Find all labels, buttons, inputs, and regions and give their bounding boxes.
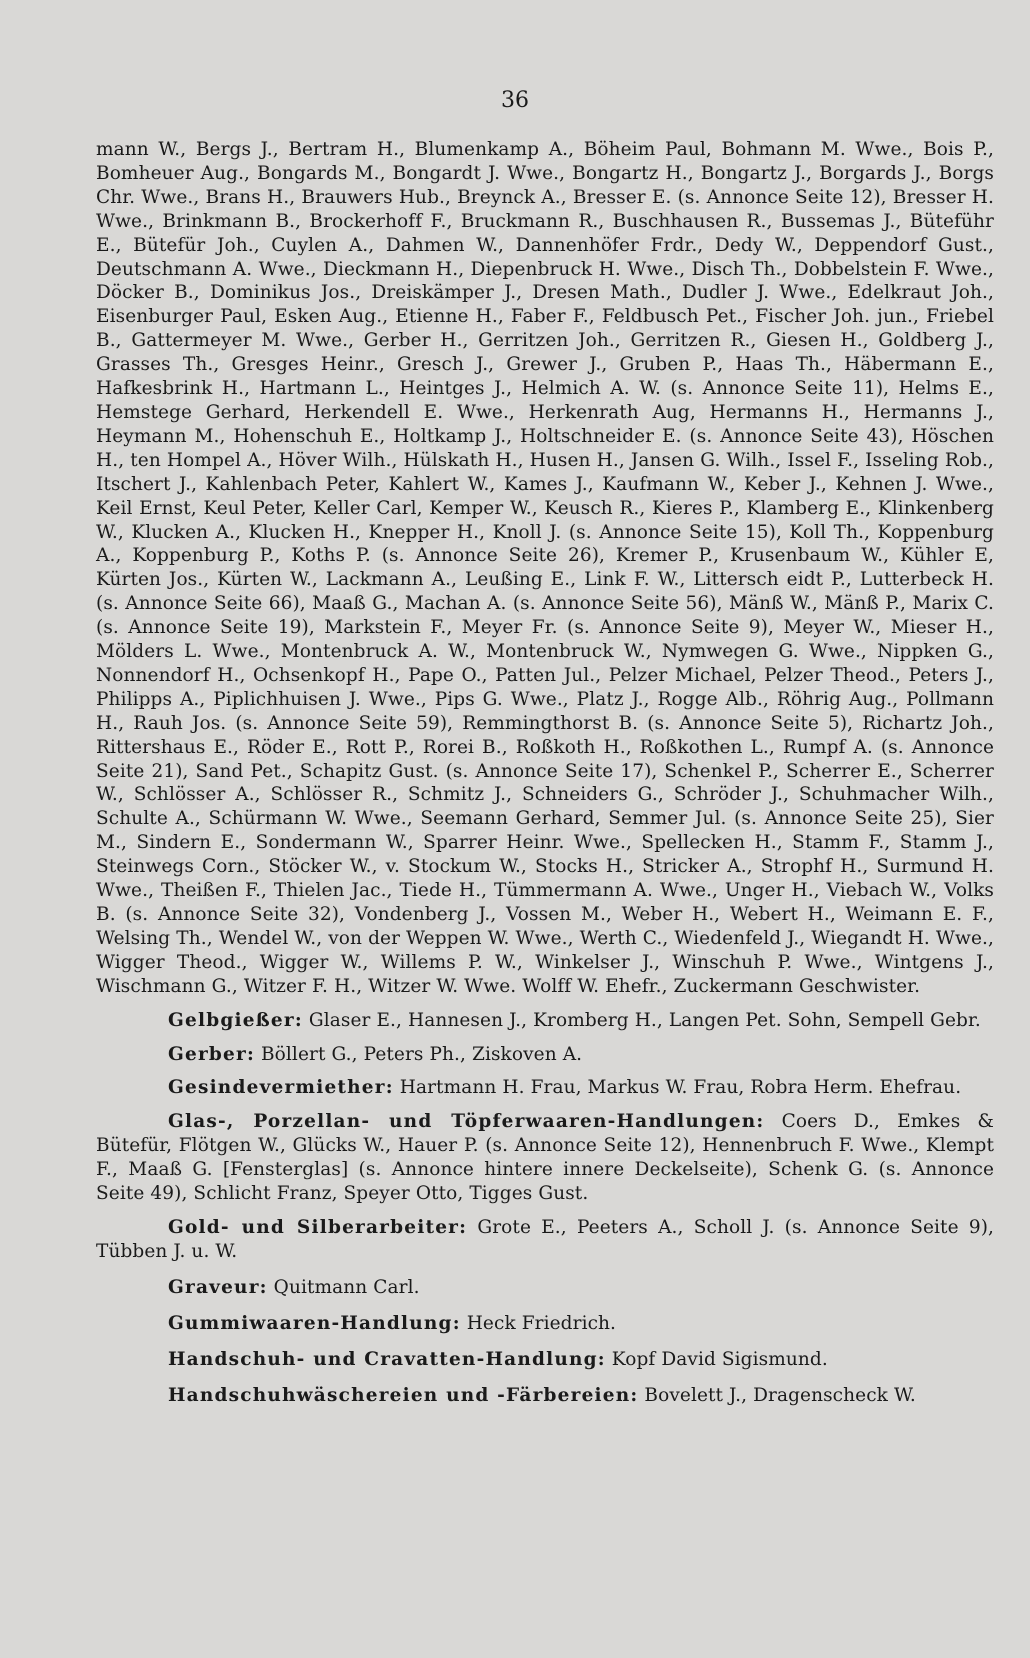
section-gummiwaaren — [96, 1312, 994, 1336]
section-heading: Glas-, Porzellan- und Töpferwaaren-Handlungen: — [168, 1111, 765, 1133]
section-heading: Gerber: — [168, 1043, 255, 1065]
section-heading: Gold- und Silberarbeiter: — [168, 1216, 468, 1238]
section-heading: Handschuhwäschereien und -Färbereien: — [168, 1384, 639, 1406]
directory-text — [96, 138, 994, 1407]
section-entries: Kopf David Sigismund. — [611, 1348, 828, 1370]
section-entries: Grote E., Peeters A., Scholl J. (s. Annonce Seite 9), Tübben J. u. W. — [96, 1216, 994, 1262]
section-glas-porzellan — [96, 1110, 994, 1206]
section-heading: Handschuh- und Cravatten-Handlung: — [168, 1348, 606, 1370]
section-gesindevermiether — [96, 1076, 994, 1100]
section-entries: Coers D., Emkes & Bütefür, Flötgen W., Glücks W., Hauer P. (s. Annonce Seite 12), Hennenbruch F. Wwe., Klempt F., Maaß G. [Fensterglas] (s. Annonce hintere innere Deckelseite), Schenk G. (s. Annonce Seite 49), Schlicht Franz, Speyer Otto, Tigges Gust. — [96, 1111, 994, 1205]
section-entries: Quitmann Carl. — [273, 1276, 420, 1298]
section-entries: Hartmann H. Frau, Markus W. Frau, Robra Herm. Ehefrau. — [399, 1077, 962, 1099]
section-gelbgiesser — [96, 1009, 994, 1033]
section-entries: Bovelett J., Dragenscheck W. — [644, 1384, 916, 1406]
section-entries: Böllert G., Peters Ph., Ziskoven A. — [260, 1043, 583, 1065]
section-heading: Gesindevermiether: — [168, 1077, 394, 1099]
page-number: 36 — [501, 88, 529, 113]
section-heading: Gummiwaaren-Handlung: — [168, 1312, 461, 1334]
resident-list: mann W., Bergs J., Bertram H., Blumenkamp A., Böheim Paul, Bohmann M. Wwe., Bois P., Bomheuer Aug., Bongards M., Bongardt J. Wwe., Bongartz H., Bongartz J., Borgards J., Borgs Chr. Wwe., Brans H., Brauwers Hub., Breynck A., Bresser E. (s. Annonce Seite 12), Bresser H. Wwe., Brinkmann B., Brockerhoff F., Bruckmann R., Buschhausen R., Bussemas J., Büteführ E., Bütefür Joh., Cuylen A., Dahmen W., Dannenhöfer Frdr., Dedy W., Deppendorf Gust., Deutschmann A. Wwe., Dieckmann H., Diepenbruck H. Wwe., Disch Th., Dobbelstein F. Wwe., Döcker B., Dominikus Jos., Dreiskämper J., Dresen Math., Dudler J. Wwe., Edelkraut Joh., Eisenburger Paul, Esken Aug., Etienne H., Faber F., Feldbusch Pet., Fischer Joh. jun., Friebel B., Gattermeyer M. Wwe., Gerber H., Gerritzen Joh., Gerritzen R., Giesen H., Goldberg J., Grasses Th., Gresges Heinr., Gresch J., Grewer J., Gruben P., Haas Th., Häbermann E., Hafkesbrink H., Hartmann L., Heintges J., Helmich A. W. (s. Annonce Seite 11), Helms E., Hemstege Gerhard, Herkendell E. Wwe., Herkenrath Aug, Hermanns H., Hermanns J., Heymann M., Hohenschuh E., Holtkamp J., Holtschneider E. (s. Annonce Seite 43), Höschen H., ten Hompel A., Höver Wilh., Hülskath H., Husen H., Jansen G. Wilh., Issel F., Isseling Rob., Itschert J., Kahlenbach Peter, Kahlert W., Kames J., Kaufmann W., Keber J., Kehnen J. Wwe., Keil Ernst, Keul Peter, Keller Carl, Kemper W., Keusch R., Kieres P., Klamberg E., Klinkenberg W., Klucken A., Klucken H., Knepper H., Knoll J. (s. Annonce Seite 15), Koll Th., Koppenburg A., Koppenburg P., Koths P. (s. Annonce Seite 26), Kremer P., Krusenbaum W., Kühler E, Kürten Jos., Kürten W., Lackmann A., Leußing E., Link F. W., Littersch eidt P., Lutterbeck H. (s. Annonce Seite 66), Maaß G., Machan A. (s. Annonce Seite 56), Mänß W., Mänß P., Marix C. (s. Annonce Seite 19), Markstein F., Meyer Fr. (s. Annonce Seite 9), Meyer W., Mieser H., Mölders L. Wwe., Montenbruck A. W., Montenbruck W., Nymwegen G. Wwe., Nippken G., Nonnendorf H., Ochsenkopf H., Pape O., Patten Jul., Pelzer Michael, Pelzer Theod., Peters J., Philipps A., Piplichhuisen J. Wwe., Pips G. Wwe., Platz J., Rogge Alb., Röhrig Aug., Pollmann H., Rauh Jos. (s. Annonce Seite 59), Remmingthorst B. (s. Annonce Seite 5), Richartz Joh., Rittershaus E., Röder E., Rott P., Rorei B., Roßkoth H., Roßkothen L., Rumpf A. (s. Annonce Seite 21), Sand Pet., Schapitz Gust. (s. Annonce Seite 17), Schenkel P., Scherrer E., Scherrer W., Schlösser A., Schlösser R., Schmitz J., Schneiders G., Schröder J., Schuhmacher Wilh., Schulte A., Schürmann W. Wwe., Seemann Gerhard, Semmer Jul. (s. Annonce Seite 25), Sier M., Sindern E., Sondermann W., Sparrer Heinr. Wwe., Spellecken H., Stamm F., Stamm J., Steinwegs Corn., Stöcker W., v. Stockum W., Stocks H., Stricker A., Strophf H., Surmund H. Wwe., Theißen F., Thielen Jac., Tiede H., Tümmermann A. Wwe., Unger H., Viebach W., Volks B. (s. Annonce Seite 32), Vondenberg J., Vossen M., Weber H., Webert H., Weimann E. F., Welsing Th., Wendel W., von der Weppen W. Wwe., Werth C., Wiedenfeld J., Wiegandt H. Wwe., Wigger Theod., Wigger W., Willems P. W., Winkelser J., Winschuh P. Wwe., Wintgens J., Wischmann G., Witzer F. H., Witzer W. Wwe. Wolff W. Ehefr., Zuckermann Geschwister. — [96, 139, 994, 997]
section-gerber — [96, 1043, 994, 1067]
section-handschuhwaeschereien — [96, 1384, 994, 1408]
section-gold-silber — [96, 1216, 994, 1264]
section-heading: Graveur: — [168, 1276, 268, 1298]
section-entries: Glaser E., Hannesen J., Kromberg H., Langen Pet. Sohn, Sempell Gebr. — [308, 1009, 981, 1031]
section-graveur — [96, 1276, 994, 1300]
section-handschuh-cravatten — [96, 1348, 994, 1372]
section-heading: Gelbgießer: — [168, 1009, 303, 1031]
section-entries: Heck Friedrich. — [466, 1312, 617, 1334]
